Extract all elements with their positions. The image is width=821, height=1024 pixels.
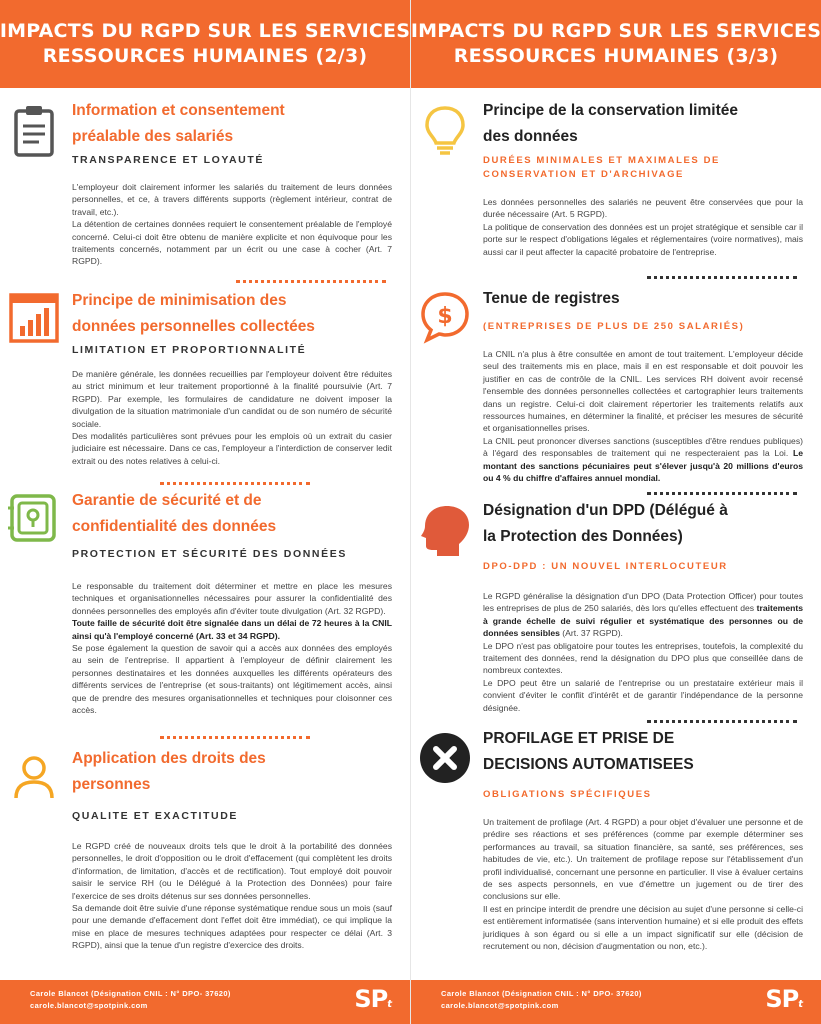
dotted-separator bbox=[647, 276, 797, 279]
footer-email[interactable]: carole.blancot@spotpink.com bbox=[30, 1001, 148, 1010]
section-body: Le responsable du traitement doit déterminer et mettre en place les mesures techniques et organisationnelles nécessaires pour assurer la confidentialité des données personnelles des employés afin d'éviter toute divulgation (Art. 32 RGPD). Toute faille de sécurité doit être signalée dans un délai de 72 heures à la CNIL ainsi qu'à l'employé concerné (Art. 33 et 34 RGPD). Se pose également la question de savoir qui a accès aux données des employés au sein de l'entreprise. Il appartient à l'employeur de définir clairement les personnes destinataires et les données auxquelles les différents opérateurs des différents services de l'entreprise (et sous-traitants) ont légitimement accès, ainsi que de prendre des mesures organisationnelles et techniques pour cloisonner ces accès. bbox=[72, 581, 392, 716]
right-page bbox=[411, 0, 821, 1024]
footer-email[interactable]: carole.blancot@spotpink.com bbox=[441, 1001, 559, 1010]
section-title: Désignation d'un DPD (Délégué à la Protection des Données) bbox=[483, 502, 728, 545]
section-title: Tenue de registres bbox=[483, 290, 620, 307]
person-icon bbox=[6, 750, 62, 806]
section-subtitle: LIMITATION ET PROPORTIONNALITÉ bbox=[72, 344, 307, 356]
section-subtitle: (ENTREPRISES DE PLUS DE 250 SALARIÉS) bbox=[483, 321, 745, 332]
section-body: L'employeur doit clairement informer les salariés du traitement de leurs données personnelles, et ce, à travers différents supports (règlement intérieur, contrat de travail, etc.). La détention de certaines données requiert le consentement préalable de l'employé concerné. Celui-ci doit être obtenu de manière explicite et non équivoque pour les traitements concernés, notamment par un écrit ou une case à cocher (Art. 7 RGPD). bbox=[72, 182, 392, 267]
left-header-line1: IMPACTS DU RGPD SUR LES SERVICES bbox=[0, 20, 411, 42]
section-title: Garantie de sécurité et de confidentialité des données bbox=[72, 492, 277, 535]
dotted-separator bbox=[647, 720, 797, 723]
section-title: PROFILAGE ET PRISE DE DECISIONS AUTOMATISEES bbox=[483, 730, 694, 773]
right-header bbox=[411, 0, 821, 88]
right-footer bbox=[411, 980, 821, 1024]
section-body: De manière générale, les données recueillies par l'employeur doivent être réduites au strict minimum et leur traitement proportionné à la finalité poursuivie (Art. 7 RGPD). Par exemple, les formulaires de candidature ne doivent imposer la divulgation de la situation matrimoniale d'un candidat ou de son numéro de sécurité sociale. Des modalités particulières sont prévues pour les emplois où un extrait du casier judiciaire est nécessaire. Dans ce cas, l'employeur a l'interdiction de conserver ledit extrait ou des notes relatives à celui-ci. bbox=[72, 369, 392, 466]
dotted-separator bbox=[647, 492, 797, 495]
section-body: Les données personnelles des salariés ne peuvent être conservées que pour la durée nécessaire (Art. 5 RGPD). La politique de conservation des données est un projet stratégique et sensible car il porte sur le respect d'obligations légales et réglementaires (voire normatives), mais aussi car il peut affecter la capacité probatoire de l'entreprise. bbox=[483, 197, 803, 257]
section-title: Principe de la conservation limitée des données bbox=[483, 102, 738, 145]
lightbulb-icon bbox=[417, 102, 473, 158]
section-body: Un traitement de profilage (Art. 4 RGPD) a pour objet d'évaluer une personne et de prédire ses réactions et ses préférences (comme par exemple déterminer ses performances au travail, sa situation financière, sa santé, ses préférences, ses habitudes de vie, etc.). Un traitement de profilage repose sur l'établissement d'un profil individualisé, concernant une personne en particulier. Il vise à évaluer certains de ses aspects personnels, en vue d'émettre un jugement ou de tirer des conclusions sur elle. Il est en principe interdit de prendre une décision au sujet d'une personne si celle-ci est entièrement informatisée (sans intervention humaine) et si elle produit des effets juridiques à son égard ou si elle a un impact significatif sur elle (décision de recrutement ou non, décision d'augmentation ou non, etc.). bbox=[483, 817, 803, 952]
section-body: La CNIL n'a plus à être consultée en amont de tout traitement. L'employeur décide seul des traitements mis en place, mais il en est responsable et doit pouvoir les justifier en cas de contrôle de la CNIL. Les services RH doivent avoir recensé l'ensemble des données personnelles collectées et cartographier leurs traitements dans un registre. Celui-ci doit clairement répertorier les traitements relatifs aux ressources humaines, en déterminer la finalité, et préciser les mesures de sécurité et organisationnelles prises. La CNIL peut prononcer diverses sanctions (susceptibles d'être rendues publiques) à l'égard des responsables de traitement qui ne respecteraient pas la Loi. Le montant des sanctions pécuniaires peut s'élever jusqu'à 20 millions d'euros ou 4 % du chiffre d'affaires annuel mondial. bbox=[483, 349, 804, 484]
dotted-separator bbox=[160, 736, 310, 739]
left-page bbox=[0, 0, 410, 1024]
left-header-line2: RESSOURCES HUMAINES (2/3) bbox=[42, 45, 368, 67]
right-header-line1: IMPACTS DU RGPD SUR LES SERVICES bbox=[410, 20, 821, 42]
section-title: Principe de minimisation des données personnelles collectées bbox=[72, 292, 315, 335]
footer-author: Carole Blancot (Désignation CNIL : N° DPO- 37620) bbox=[30, 989, 231, 998]
section-title: Information et consentement préalable des salariés bbox=[72, 102, 285, 145]
bar-chart-icon bbox=[6, 290, 62, 346]
head-icon bbox=[417, 502, 473, 558]
svg-text:$: $ bbox=[437, 304, 453, 329]
clipboard-icon bbox=[6, 102, 62, 158]
safe-icon bbox=[6, 490, 62, 546]
section-subtitle: DPO-DPD : UN NOUVEL INTERLOCUTEUR bbox=[483, 561, 728, 572]
close-circle-icon bbox=[417, 730, 473, 786]
left-footer bbox=[0, 980, 410, 1024]
section-subtitle: OBLIGATIONS SPÉCIFIQUES bbox=[483, 789, 652, 800]
section-title: Application des droits des personnes bbox=[72, 750, 266, 793]
section-subtitle: TRANSPARENCE ET LOYAUTÉ bbox=[72, 154, 264, 166]
left-header bbox=[0, 0, 410, 88]
dollar-bubble-icon bbox=[417, 288, 473, 344]
footer-author: Carole Blancot (Désignation CNIL : N° DPO- 37620) bbox=[441, 989, 642, 998]
section-subtitle: PROTECTION ET SÉCURITÉ DES DONNÉES bbox=[72, 548, 347, 560]
spotpink-logo: SPt bbox=[354, 985, 392, 1013]
section-body: Le RGPD créé de nouveaux droits tels que le droit à la portabilité des données personnelles, le droit d'opposition ou le droit d'effacement (qui complètent les droits d'information, de limitation, d'accès et de rectification). Tout employé doit pouvoir saisir le service RH (ou le Délégué à la Protection des Données) pour faire l'exercice de ses droits détenus sur ses données personnelles. Sa demande doit être suivie d'une réponse systématique rendue sous un mois (sauf pour une demande d'effacement dont l'effet doit être immédiat), ce qui implique la mise en place de mesures techniques adaptées pour respecter ce délai (Art. 3 RGPD), ainsi que la tenue d'un registre d'exercice des droits. bbox=[72, 841, 392, 951]
section-subtitle: DURÉES MINIMALES ET MAXIMALES DE CONSERVATION ET D'ARCHIVAGE bbox=[483, 155, 720, 180]
spotpink-logo: SPt bbox=[765, 985, 803, 1013]
right-header-line2: RESSOURCES HUMAINES (3/3) bbox=[453, 45, 779, 67]
dotted-separator bbox=[160, 482, 310, 485]
section-body: Le RGPD généralise la désignation d'un DPO (Data Protection Officer) pour toutes les entreprises de plus de 250 salariés, dès lors qu'elles effectuent des traitements à grande échelle de suivi régulier et systématique des personnes ou de données sensibles (Art. 37 RGPD). Le DPO n'est pas obligatoire pour toutes les entreprises, toutefois, la complexité du traitement des données, rend la désignation du DPO plus que conseillée dans de nombreux contextes. Le DPO peut être un salarié de l'entreprise ou un prestataire extérieur mais il convient d'éviter le conflit d'intérêt et de garantir l'indépendance de la personne désignée. bbox=[483, 591, 803, 713]
section-subtitle: QUALITE ET EXACTITUDE bbox=[72, 810, 239, 822]
dotted-separator bbox=[236, 280, 386, 283]
